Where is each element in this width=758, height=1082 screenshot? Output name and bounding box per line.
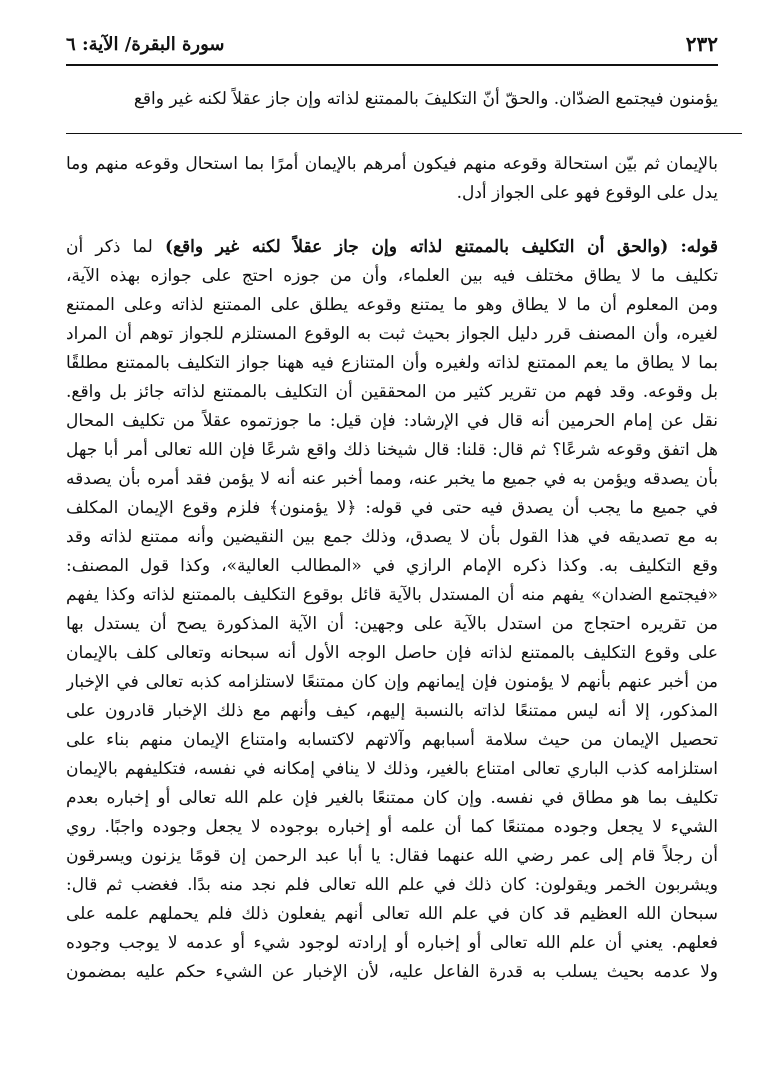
commentary-lead-rest: لما ذكر أن [66, 237, 165, 257]
main-text-line: يؤمنون فيجتمع الضدّان. والحقّ أنّ التكليفَ بالممتنع لذاته وإن جاز عقلاً لكنه غير واقع [133, 89, 718, 109]
commentary-line: نقل عن إمام الحرمين أنه قال في الإرشاد: فإن قيل: ما جوزتموه عقلاً من تكليف المحال [66, 411, 718, 431]
footnote-divider [66, 133, 742, 134]
commentary-line: فعلهم. يعني أن علم الله تعالى أو إخباره أو إرادته لوجود شيء أو عدمه لا يوجب وجوده [66, 933, 718, 953]
commentary-line: وقع التكليف به. وكذا ذكره الإمام الرازي في «المطالب العالية»، وكذا قول المصنف: [66, 556, 718, 576]
commentary-line: استلزامه كذب الباري تعالى امتناع بالغير، وذلك لا ينافي إمكانه في نفسه، فتكليفهم بالإيمان [66, 759, 718, 779]
commentary-line: بل وقوعه. وقد فهم من تقرير كثير من المحققين أن التكليف بالممتنع لذاته جائز بل واقع. [66, 382, 718, 402]
commentary-lead-label: قوله: [680, 237, 718, 257]
commentary-lead-quote: (والحق أن التكليف بالممتنع لذاته وإن جاز عقلاً لكنه غير واقع) [164, 237, 669, 257]
commentary-line: ولا عدمه بحيث يسلب به قدرة الفاعل عليه، لأن الإخبار عن الشيء حكم عليه بمضمون [66, 962, 718, 982]
page-header [66, 30, 718, 66]
commentary-line: من تقريره احتجاج من استدل بالآية على وجهين: أن الآية المذكورة يصح أن يستدل بها [66, 614, 718, 634]
page-number: ٢٣٢ [685, 32, 718, 56]
commentary-lead-line [66, 233, 718, 261]
commentary-line: تكليف بما هو مطاق في نفسه. وإن كان ممتنعًا بالغير فإن علم الله تعالى أو إخباره بعدم [66, 788, 718, 808]
commentary-line: بما لا يطاق ما يعم الممتنع لذاته ولغيره وأن المتنازع فيه ههنا جواز التكليف بالممتنع مطلقًا [66, 353, 718, 373]
commentary-line: الشيء لا يجعل وجوده ممتنعًا كما أن علمه أو إخباره بوجوده لا يجعل وجوده واجبًا. روي [66, 817, 718, 837]
commentary-line: به مع تصديقه في هذا القول بأن لا يصدق، وذلك جمع بين النقيضين وأنه ممتنع لذاته وقد [66, 527, 718, 547]
commentary-line: «فيجتمع الضدان» يفهم منه أن المستدل بالآية قائل بوقوع التكليف بالممتنع لذاته وكذا يفهم [66, 585, 718, 605]
commentary-line: تكليف ما لا يطاق مختلف فيه بين العلماء، وأن من جوزه احتج على جوازه بهذه الآية، [66, 266, 718, 286]
commentary-line: من أخبر عنهم بأنهم لا يؤمنون فإن إيمانهم وإن كان ممتنعًا لاستلزامه كذبه تعالى في الإخبار [66, 672, 718, 692]
commentary-line: سبحان الله العظيم قد كان في علم الله تعالى أنهم يفعلون ذلك فلم يحملهم علمه على [66, 904, 718, 924]
commentary-line: بالإيمان ثم بيّن استحالة وقوعه منهم فيكون أمرهم بالإيمان أمرًا بما استحال وقوعه منهم وما [66, 154, 718, 174]
running-title: سورة البقرة/ الآية: ٦ [66, 34, 225, 55]
commentary-line: هل اتفق وقوعه شرعًا؟ ثم قال: قلنا: قال شيخنا ذلك واقع شرعًا فإن الله تعالى أمر أبا جهل [66, 440, 718, 460]
commentary-line: أن رجلاً قام إلى عمر رضي الله عنهما فقال: يا أبا عبد الرحمن إن قومًا يزنون ويسرقون [66, 846, 718, 866]
commentary-line: على وقوع التكليف بالممتنع لذاته فإن حاصل الوجه الأول أنه سبحانه وتعالى كلف بالإيمان [66, 643, 718, 663]
commentary-line: يدل على الوقوع فهو على الجواز أدل. [456, 183, 718, 203]
commentary-line: في جميع ما يجب أن يصدق فيه حتى في قوله: ﴿لا يؤمنون﴾ فلزم وقوع الإيمان المكلف [66, 498, 718, 518]
commentary-line: ويشربون الخمر ويقولون: كان ذلك في علم الله تعالى فلم نجد منه بدًا. فغضب ثم قال: [66, 875, 718, 895]
commentary-line: ومن المعلوم أن ما لا يطاق وهو ما يمتنع وقوعه يطلق على الممتنع لذاته وعلى الممتنع [66, 295, 718, 315]
commentary-line: المذكور، إلا أنه ليس ممتنعًا لذاته بالنسبة إليهم، كيف وأنهم مع ذلك الإخبار قادرون على [66, 701, 718, 721]
commentary-line: لغيره، وأن المصنف قرر دليل الجواز بحيث ثبت به الوقوع المستلزم للجواز توهم أن المراد [66, 324, 718, 344]
commentary-line: بأن يصدقه ويؤمن به في جميع ما يخبر عنه، ومما أخبر عنه أنه لا يؤمن فقد أمره بأن يصدقه [66, 469, 718, 489]
commentary-line: تحصيل الإيمان من حيث سلامة أسبابهم وآلاتهم لاكتسابه وامتناع الإيمان منهم بناء على [66, 730, 718, 750]
